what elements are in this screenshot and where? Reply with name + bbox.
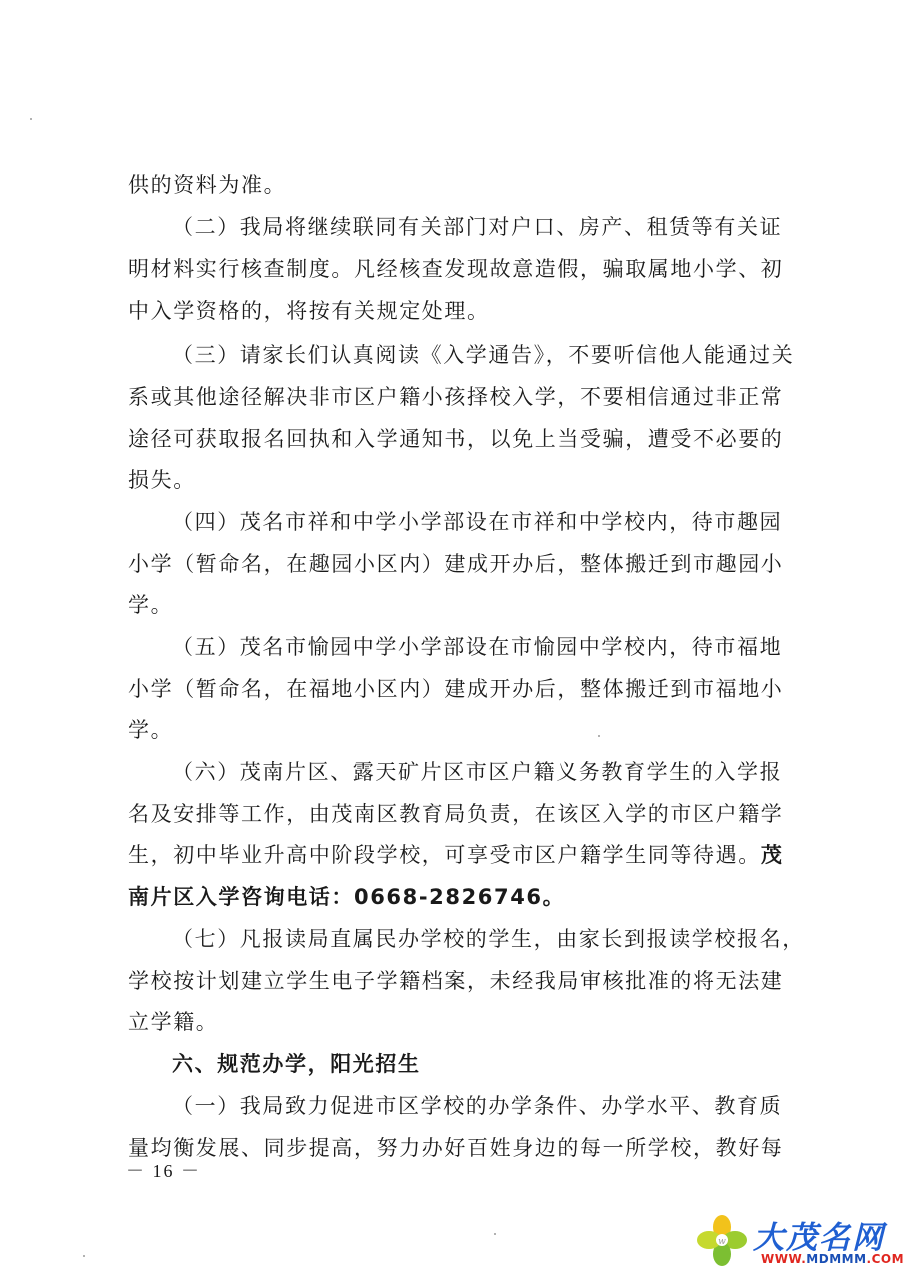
svg-text:w: w bbox=[718, 1237, 726, 1247]
text-line bbox=[128, 840, 783, 870]
site-watermark-logo bbox=[695, 1210, 904, 1270]
phone-number-line: 南片区入学咨询电话：0668-2826746。 bbox=[128, 885, 566, 909]
text-line: 中入学资格的，将按有关规定处理。 bbox=[128, 299, 490, 323]
paragraph-7-line: （七）凡报读局直属民办学校的学生，由家长到报读学校报名， bbox=[172, 927, 805, 951]
text-line: 小学（暂命名，在趣园小区内）建成开办后，整体搬迁到市趣园小 bbox=[128, 552, 784, 576]
text-line: 小学（暂命名，在福地小区内）建成开办后，整体搬迁到市福地小 bbox=[128, 677, 784, 701]
paragraph-5-line: （五）茂名市愉园中学小学部设在市愉园中学校内，待市福地 bbox=[172, 635, 783, 659]
text-line: 系或其他途径解决非市区户籍小孩择校入学，不要相信通过非正常 bbox=[128, 385, 784, 409]
section-heading: 六、规范办学，阳光招生 bbox=[172, 1052, 421, 1076]
text-line: 学。 bbox=[128, 593, 174, 617]
scan-speck bbox=[30, 118, 32, 120]
scan-speck bbox=[494, 1233, 496, 1235]
text-line: 立学籍。 bbox=[128, 1010, 219, 1034]
paragraph-4-line: （四）茂名市祥和中学小学部设在市祥和中学校内，待市趣园 bbox=[172, 510, 783, 534]
text-line: 供的资料为准。 bbox=[128, 173, 287, 197]
text-line: 学。 bbox=[128, 718, 174, 742]
watermark-title: 大茂名网 bbox=[753, 1220, 885, 1256]
text-line-body: 生，初中毕业升高中阶段学校，可享受市区户籍学生同等待遇。 bbox=[128, 843, 761, 867]
watermark-url: WWW.MDMMM.COM bbox=[761, 1252, 904, 1266]
text-line: 损失。 bbox=[128, 468, 196, 492]
paragraph-2-line: （二）我局将继续联同有关部门对户口、房产、租赁等有关证 bbox=[172, 215, 783, 239]
phone-label-start: 茂 bbox=[760, 843, 784, 867]
text-line: 途径可获取报名回执和入学通知书，以免上当受骗，遭受不必要的 bbox=[128, 427, 784, 451]
paragraph-6-line: （六）茂南片区、露天矿片区市区户籍义务教育学生的入学报 bbox=[172, 760, 783, 784]
text-line: 名及安排等工作，由茂南区教育局负责，在该区入学的市区户籍学 bbox=[128, 802, 784, 826]
text-line: 明材料实行核查制度。凡经核查发现故意造假，骗取属地小学、初 bbox=[128, 257, 784, 281]
flower-logo-icon bbox=[695, 1214, 749, 1268]
page-number: － 16 － bbox=[126, 1161, 201, 1181]
text-line: 量均衡发展、同步提高，努力办好百姓身边的每一所学校，教好每 bbox=[128, 1136, 784, 1160]
text-line: 学校按计划建立学生电子学籍档案，未经我局审核批准的将无法建 bbox=[128, 969, 784, 993]
scan-speck bbox=[83, 1255, 85, 1257]
scan-speck bbox=[598, 735, 600, 737]
paragraph-3-line: （三）请家长们认真阅读《入学通告》，不要听信他人能通过关 bbox=[172, 343, 795, 367]
paragraph-8-line: （一）我局致力促进市区学校的办学条件、办学水平、教育质 bbox=[172, 1094, 783, 1118]
